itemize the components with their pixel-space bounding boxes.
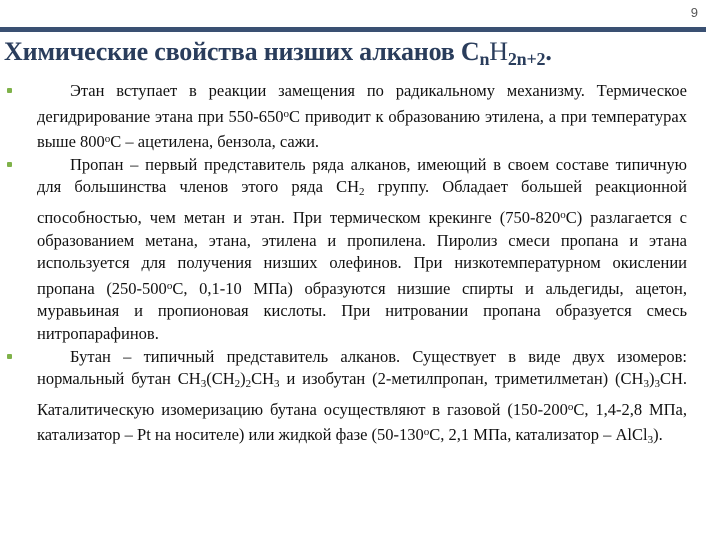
- propane-text-2: группу. Обладает большей реакционной способностью, чем метан и этан. При термическом крекинге (750-820: [37, 177, 687, 227]
- butane-text-5: и изобутан (2-метилпропан, триметилметан) (СН: [279, 369, 644, 389]
- bullet-marker: [7, 88, 12, 93]
- butane-text-2: (СН: [206, 369, 235, 389]
- bullet-marker: [7, 162, 12, 167]
- propane-text-1: Пропан – первый представитель ряда алканов, имеющий в своем составе типичную для большинства членов этого ряда СН: [37, 154, 687, 197]
- degree-mark: о: [567, 400, 574, 413]
- propane-text-3: С) разлагается с образованием метана, этана, этилена и пропилена. Пиролиз смеси пропана и этана используется для получения низших олефинов. При низкотемпературном окислении пропана (250-500: [37, 207, 687, 298]
- paragraph-butane: [37, 346, 687, 452]
- subscript: 3: [654, 378, 660, 391]
- title-text: Химические свойства низших алканов С: [4, 37, 480, 66]
- subscript: 3: [200, 378, 207, 391]
- butane-text-8: С, 1,4-2,8 МПа, катализатор – Pt на носителе) или жидкой фазе (50-130: [37, 399, 687, 445]
- butane-text-10: ).: [653, 425, 663, 445]
- bullet-marker: [7, 354, 12, 359]
- butane-text-1: Бутан – типичный представитель алканов. Существует в виде двух изомеров: нормальный бутан СН: [37, 346, 687, 389]
- degree-mark: о: [166, 279, 173, 292]
- degree-mark: о: [423, 426, 430, 439]
- butane-text-6: ): [648, 369, 655, 389]
- title-formula-c-sub: n: [479, 49, 490, 69]
- title-end: .: [545, 37, 552, 66]
- degree-mark: о: [104, 133, 111, 146]
- subscript: 2: [359, 186, 365, 199]
- slide-title: [4, 38, 716, 70]
- degree-mark: о: [283, 107, 290, 120]
- butane-text-3: ): [240, 369, 246, 389]
- butane-text-9: С, 2,1 МПа, катализатор – AlCl: [429, 425, 648, 445]
- butane-text-4: СН: [251, 369, 275, 389]
- subscript: 2: [234, 378, 241, 391]
- ethane-text-1: Этан вступает в реакции замещения по радикальному механизму. Термическое дегидрирование этана при 550-650: [37, 81, 687, 126]
- title-formula-h-sub: 2n+2: [507, 49, 546, 69]
- butane-text-7: СН. Каталитическую изомеризацию бутана осуществляют в газовой (150-200: [37, 369, 688, 419]
- slide-content: [37, 80, 687, 452]
- ethane-text-3: С – ацетилена, бензола, сажи.: [110, 132, 320, 152]
- ethane-text-2: С приводит к образованию этилена, а при температурах выше 800: [37, 106, 687, 152]
- degree-mark: о: [560, 208, 566, 221]
- subscript: 3: [647, 434, 654, 447]
- paragraph-ethane: [37, 80, 687, 154]
- paragraph-propane: [37, 154, 687, 346]
- propane-text-4: С, 0,1-10 МПа) образуются низшие спирты и альдегиды, ацетон, муравьиная и пропионовая кислоты. При нитровании пропана образуется смесь нитропарафинов.: [37, 278, 687, 343]
- title-formula-h: Н: [489, 37, 508, 66]
- subscript: 3: [274, 378, 280, 391]
- header-rule: [0, 27, 706, 32]
- subscript: 3: [643, 378, 649, 391]
- subscript: 2: [245, 378, 252, 391]
- slide-header: [0, 0, 720, 30]
- slide-number: 9: [690, 5, 698, 20]
